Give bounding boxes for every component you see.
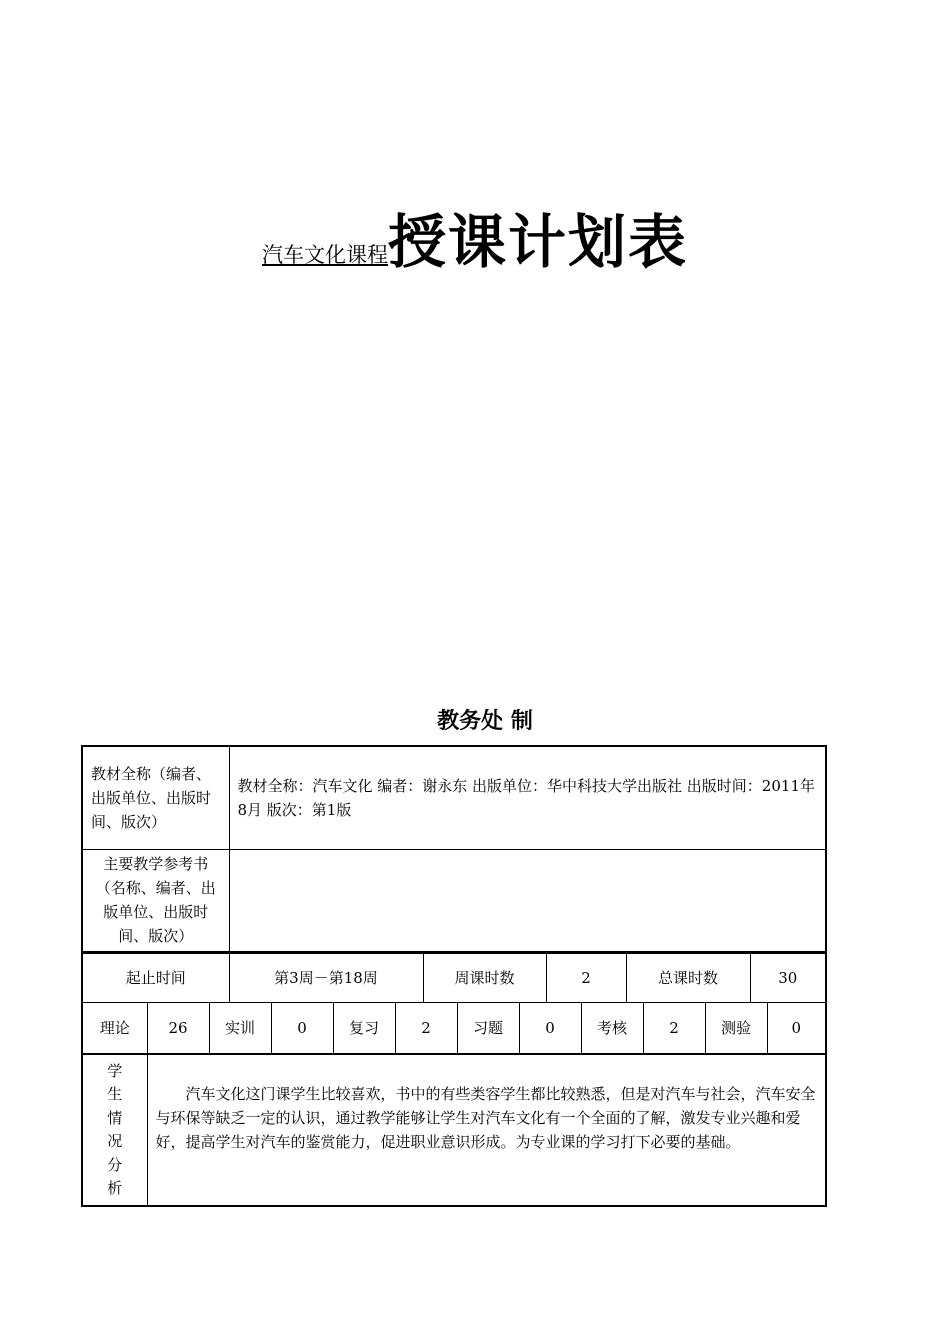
student-analysis-label	[83, 1055, 147, 1205]
student-analysis-text: 汽车文化这门课学生比较喜欢，书中的有些类容学生都比较熟悉，但是对汽车与社会，汽车安全与环保等缺乏一定的认识，通过教学能够让学生对汽车文化有一个全面的了解，激发专业兴趣和爱好，提高学生对汽车的鉴赏能力，促进职业意识形成。为专业课的学习打下必要的基础。	[147, 1055, 825, 1205]
label-char: 分	[107, 1155, 123, 1174]
hours-label: 复习	[333, 1003, 395, 1053]
textbook-label: 教材全称（编者、出版单位、出版时间、版次）	[83, 747, 229, 849]
period-label: 起止时间	[83, 954, 229, 1003]
weekly-hours-value: 2	[546, 954, 626, 1003]
hours-breakdown	[83, 1003, 825, 1053]
student-analysis-section	[83, 1055, 825, 1205]
hours-value: 2	[395, 1003, 457, 1053]
hours-value: 2	[643, 1003, 705, 1053]
hours-label: 测验	[705, 1003, 767, 1053]
period-value: 第3周－第18周	[229, 954, 423, 1003]
label-char: 学	[107, 1061, 123, 1080]
course-name: 汽车文化课程	[261, 243, 388, 267]
label-char: 析	[107, 1179, 123, 1197]
textbook-value: 教材全称：汽车文化 编者：谢永东 出版单位：华中科技大学出版社 出版时间：2011年8月 版次：第1版	[229, 747, 825, 849]
total-hours-value: 30	[750, 954, 825, 1003]
hours-value: 0	[271, 1003, 333, 1053]
issuer-label: 教务处 制	[437, 708, 533, 734]
label-char: 情	[107, 1108, 123, 1127]
hours-label: 习题	[457, 1003, 519, 1053]
plan-title: 授课计划表	[387, 208, 688, 276]
hours-value: 0	[519, 1003, 581, 1053]
hours-value: 26	[147, 1003, 209, 1053]
reference-value	[229, 849, 825, 951]
label-char: 生	[107, 1085, 123, 1103]
hours-label: 考核	[581, 1003, 643, 1053]
hours-label: 理论	[83, 1003, 147, 1053]
weekly-hours-label: 周课时数	[423, 954, 546, 1003]
total-hours-label: 总课时数	[626, 954, 750, 1003]
label-char: 况	[107, 1132, 123, 1150]
document-title	[0, 195, 950, 279]
schedule-section	[83, 954, 825, 1056]
plan-table	[81, 745, 827, 1207]
reference-label: 主要教学参考书（名称、编者、出版单位、出版时间、版次）	[83, 849, 229, 951]
textbook-section	[83, 747, 825, 954]
hours-value: 0	[767, 1003, 825, 1053]
hours-label: 实训	[209, 1003, 271, 1053]
